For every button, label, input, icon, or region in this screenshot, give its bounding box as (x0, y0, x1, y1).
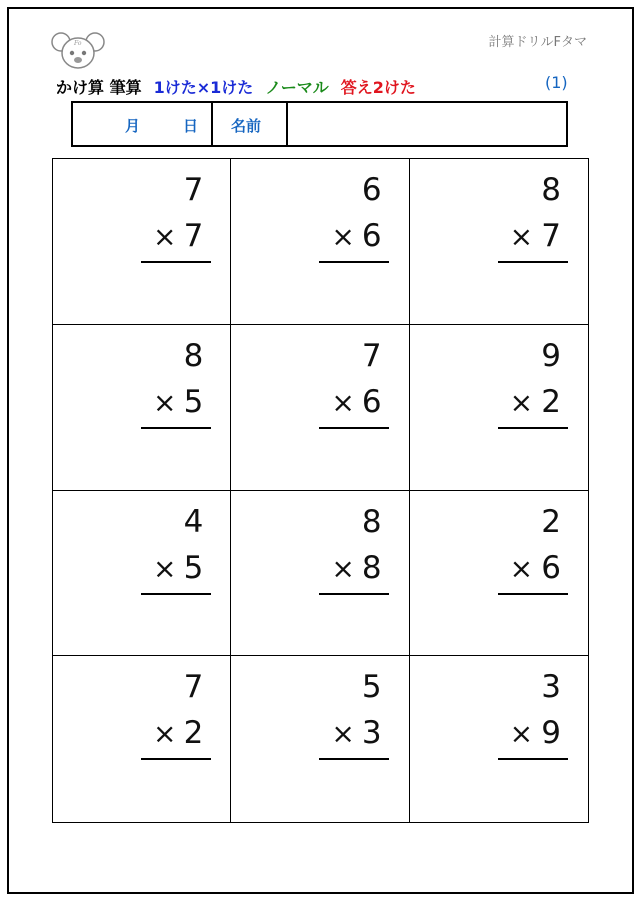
page-number: (1) (545, 73, 568, 92)
multiplier: 7 (183, 218, 204, 254)
problem-grid (52, 158, 589, 823)
title-part-digits: 1けた×1けた (153, 78, 254, 97)
multiply-sign: × (509, 551, 534, 585)
multiply-sign: × (331, 220, 355, 253)
multiply-sign: × (331, 717, 355, 751)
answer-line (319, 427, 389, 429)
multiplier: 6 (361, 218, 382, 254)
multiplier: 5 (183, 383, 204, 420)
problem-cell[interactable] (410, 491, 588, 657)
answer-line (141, 427, 211, 429)
title-part-operation: かけ算 筆算 (56, 78, 142, 97)
multiplicand: 9 (541, 337, 561, 374)
problem-cell[interactable] (231, 159, 409, 325)
multiplier: 5 (183, 549, 204, 586)
name-label: 名前 (231, 117, 262, 135)
day-label: 日 (183, 117, 199, 135)
multiply-sign: × (331, 551, 355, 585)
title-part-level: ノーマル (265, 78, 329, 97)
answer-line (498, 758, 568, 760)
multiply-sign: × (509, 385, 534, 419)
date-field[interactable] (73, 103, 213, 145)
multiplicand: 7 (361, 337, 382, 374)
problem-cell[interactable] (53, 491, 231, 657)
multiplicand: 3 (541, 669, 561, 706)
answer-line (141, 758, 211, 760)
multiplier: 9 (541, 715, 561, 752)
multiplier: 6 (361, 383, 382, 420)
month-label: 月 (125, 117, 141, 135)
multiply-sign: × (153, 220, 177, 253)
problem-cell[interactable] (53, 656, 231, 822)
multiplier: 3 (361, 715, 382, 752)
svg-text:Fo: Fo (74, 40, 82, 47)
answer-line (319, 758, 389, 760)
answer-line (319, 593, 389, 595)
problem-cell[interactable] (231, 656, 409, 822)
answer-line (319, 261, 389, 263)
name-field[interactable] (288, 103, 566, 145)
answer-line (498, 593, 568, 595)
multiply-sign: × (331, 385, 355, 419)
name-date-box (71, 101, 568, 147)
multiplicand: 5 (361, 669, 382, 706)
answer-line (141, 261, 211, 263)
multiplier: 2 (541, 383, 561, 420)
answer-line (498, 427, 568, 429)
title-part-answer: 答え2けた (340, 78, 416, 97)
brand-label: 計算ドリルFタマ (488, 35, 587, 50)
problem-cell[interactable] (53, 325, 231, 491)
multiplicand: 7 (183, 669, 204, 706)
multiplicand: 2 (541, 503, 561, 540)
multiplier: 2 (183, 715, 204, 752)
problem-cell[interactable] (410, 656, 588, 822)
problem-cell[interactable] (53, 159, 231, 325)
multiply-sign: × (153, 717, 177, 751)
worksheet-title (56, 75, 428, 98)
multiplicand: 8 (361, 503, 382, 540)
multiply-sign: × (509, 220, 534, 253)
multiplier: 7 (541, 218, 561, 254)
multiplicand: 8 (541, 172, 561, 208)
multiplicand: 6 (361, 172, 382, 208)
multiplier: 6 (541, 549, 561, 586)
multiply-sign: × (153, 385, 177, 419)
multiplicand: 7 (183, 172, 204, 208)
multiply-sign: × (509, 717, 534, 751)
problem-cell[interactable] (410, 325, 588, 491)
problem-cell[interactable] (231, 325, 409, 491)
mouse-logo-icon (50, 29, 106, 71)
answer-line (498, 261, 568, 263)
multiplicand: 8 (183, 337, 204, 374)
name-label-cell (213, 103, 288, 145)
multiplier: 8 (361, 549, 382, 586)
answer-line (141, 593, 211, 595)
problem-cell[interactable] (231, 491, 409, 657)
multiplicand: 4 (183, 503, 204, 540)
problem-cell[interactable] (410, 159, 588, 325)
multiply-sign: × (153, 551, 177, 585)
